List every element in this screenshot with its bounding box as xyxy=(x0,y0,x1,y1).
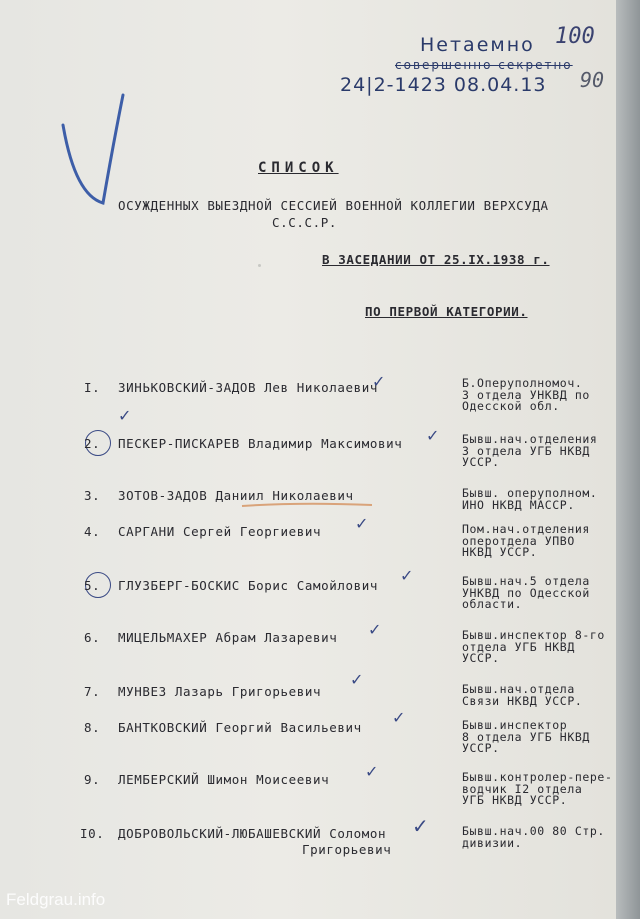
entry-number: 8. xyxy=(84,720,101,735)
scanner-edge xyxy=(616,0,640,919)
entry-name: БАНТКОВСКИЙ Георгий Васильевич xyxy=(118,720,362,735)
entry-number: 9. xyxy=(84,772,101,787)
entry-name: ГЛУЗБЕРГ-БОСКИС Борис Самойлович xyxy=(118,578,379,593)
check-mark-icon: ✓ xyxy=(355,514,370,533)
entry-number: I. xyxy=(84,380,101,395)
entry-position: Бывш.инспектор 8-го отдела УГБ НКВД УССР. xyxy=(462,628,605,665)
entry-name-continued: Григорьевич xyxy=(302,842,392,857)
entry-name: ДОБРОВОЛЬСКИЙ-ЛЮБАШЕВСКИЙ Соломон xyxy=(118,826,387,841)
entry-name: ЗОТОВ-ЗАДОВ Даниил Николаевич xyxy=(118,488,354,503)
document-subtitle-country: С.С.С.Р. xyxy=(272,215,338,230)
entry-number: 4. xyxy=(84,524,101,539)
entry-position: Бывш.нач.00 80 Стр. дивизии. xyxy=(462,824,605,850)
check-mark-icon: ✓ xyxy=(118,406,133,425)
entry-number: 2. xyxy=(84,436,101,451)
site-watermark: Feldgrau.info xyxy=(6,890,106,909)
paper-mark xyxy=(258,264,261,267)
struck-classification: совершенно секретно xyxy=(395,58,573,72)
entry-name: ПЕСКЕР-ПИСКАРЕВ Владимир Максимович xyxy=(118,436,403,451)
handwritten-number: 100 xyxy=(555,24,595,49)
entry-name: МУНВЕЗ Лазарь Григорьевич xyxy=(118,684,322,699)
check-mark-icon: ✓ xyxy=(368,620,383,639)
document-subtitle: ОСУЖДЕННЫХ ВЫЕЗДНОЙ СЕССИЕЙ ВОЕННОЙ КОЛЛЕГИИ ВЕРХСУДА xyxy=(118,198,549,213)
check-mark-icon: ✓ xyxy=(412,814,430,838)
check-mark-icon: ✓ xyxy=(392,708,407,727)
session-date: В ЗАСЕДАНИИ ОТ 25.IX.1938 г. xyxy=(322,252,550,267)
entry-number: 7. xyxy=(84,684,101,699)
entry-position: Пом.нач.отделения оперотдела УПВО НКВД УССР. xyxy=(462,522,590,559)
entry-number: I0. xyxy=(80,826,105,841)
entry-name: ЛЕМБЕРСКИЙ Шимон Моисеевич xyxy=(118,772,330,787)
check-mark-icon: ✓ xyxy=(365,762,380,781)
entry-number: 3. xyxy=(84,488,101,503)
entry-number: 6. xyxy=(84,630,101,645)
entry-position: Бывш.инспектор 8 отдела УГБ НКВД УССР. xyxy=(462,718,590,755)
page-mark: 90 xyxy=(580,68,605,92)
entry-position: Бывш.контролер-пере- водчик I2 отдела УГБ НКВД УССР. xyxy=(462,770,613,807)
entry-position: Б.Оперуполномоч. 3 отдела УНКВД по Одесской обл. xyxy=(462,376,590,413)
registration-number: 24|2-1423 08.04.13 xyxy=(340,74,547,96)
check-mark-icon: ✓ xyxy=(350,670,365,689)
classification-stamp: Нетаемно xyxy=(420,34,535,56)
document-title: СПИСОК xyxy=(258,160,339,176)
pencil-check-icon xyxy=(55,85,135,210)
check-mark-icon: ✓ xyxy=(426,426,441,445)
entry-position: Бывш.нач.5 отдела УНКВД по Одесской области. xyxy=(462,574,590,611)
check-mark-icon: ✓ xyxy=(372,372,387,391)
check-mark-icon: ✓ xyxy=(400,566,415,585)
entry-position: Бывш.нач.отделения 3 отдела УГБ НКВД УССР. xyxy=(462,432,598,469)
category-heading: ПО ПЕРВОЙ КАТЕГОРИИ. xyxy=(365,304,528,319)
entry-name: САРГАНИ Сергей Георгиевич xyxy=(118,524,322,539)
underline-mark xyxy=(240,500,375,510)
entry-number: 5. xyxy=(84,578,101,593)
entry-position: Бывш.нач.отдела Связи НКВД УССР. xyxy=(462,682,583,708)
entry-position: Бывш. оперуполном. ИНО НКВД МАССР. xyxy=(462,486,598,512)
entry-name: ЗИНЬКОВСКИЙ-ЗАДОВ Лев Николаевич xyxy=(118,380,379,395)
entry-name: МИЦЕЛЬМАХЕР Абрам Лазаревич xyxy=(118,630,338,645)
